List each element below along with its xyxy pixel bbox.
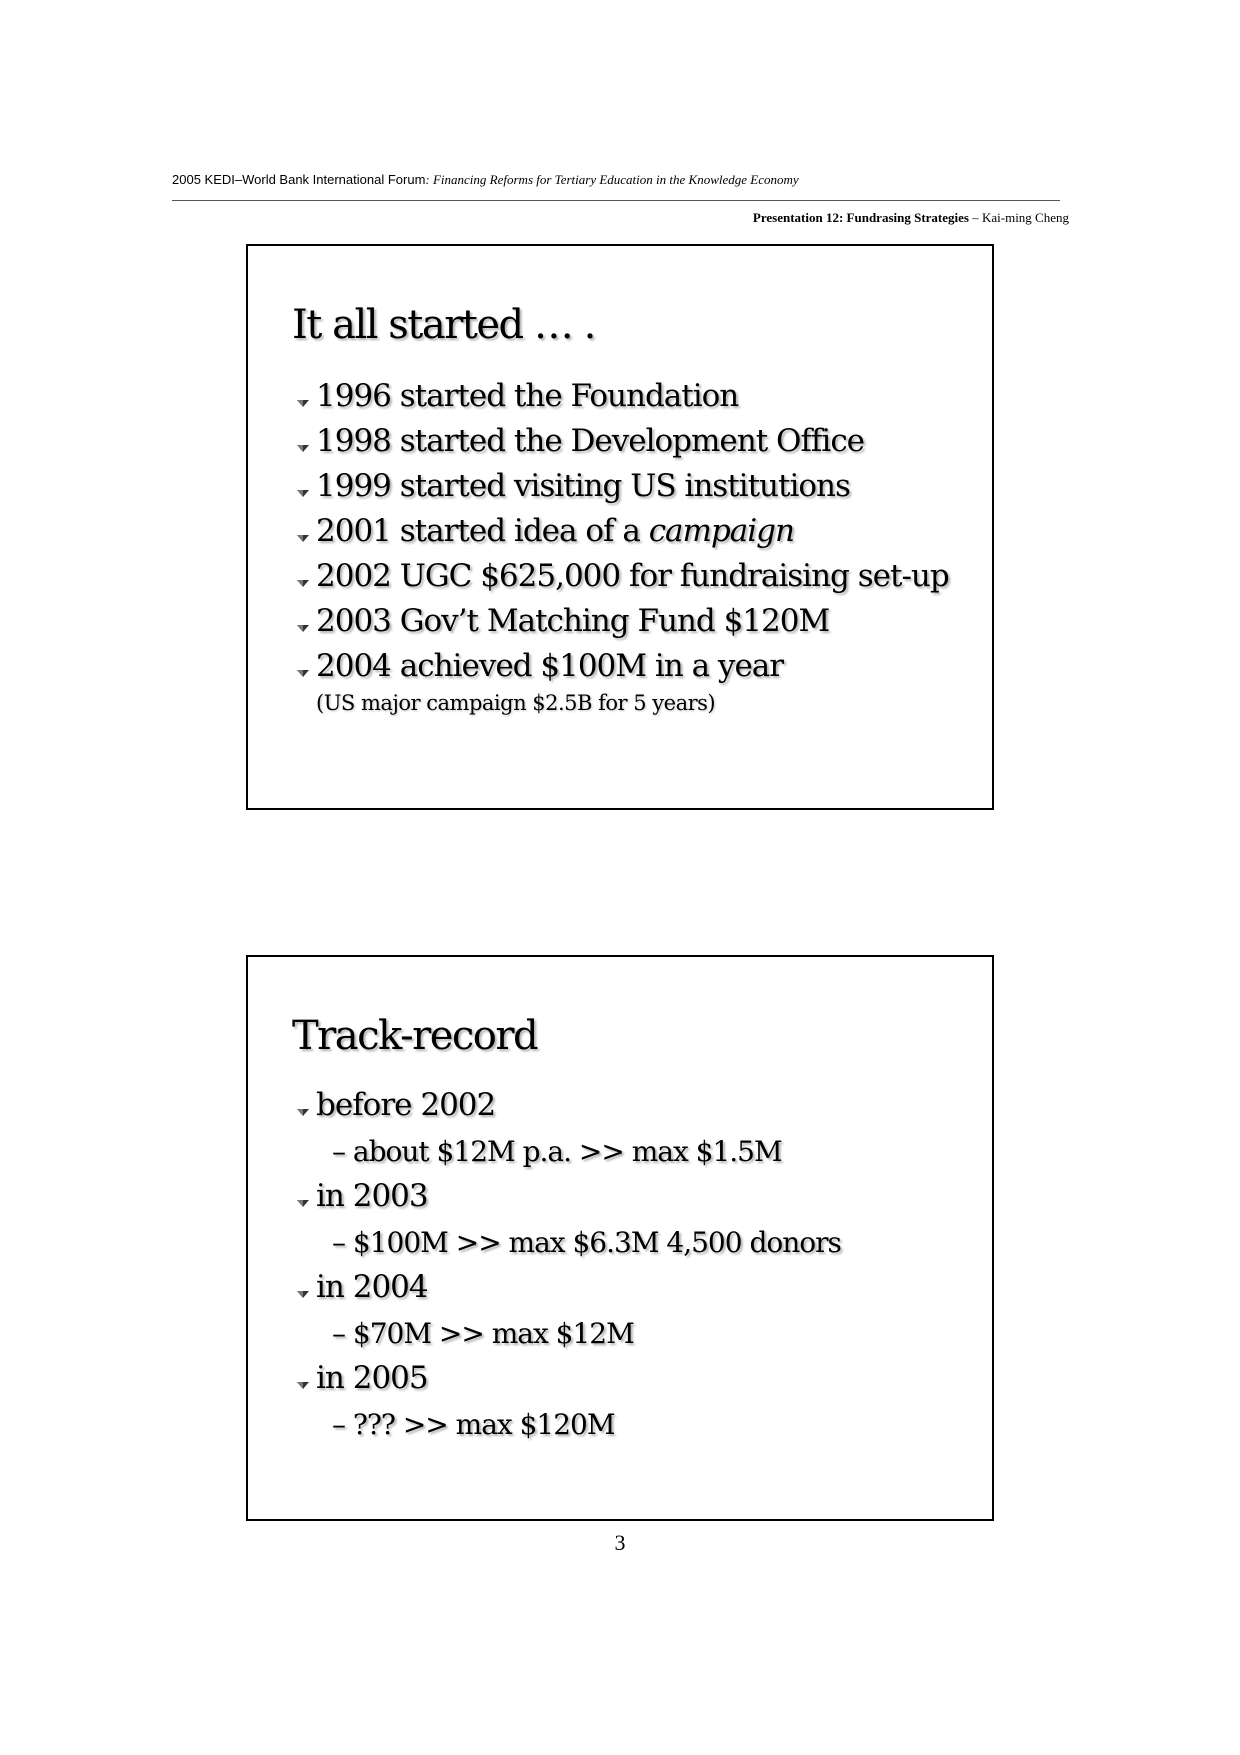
arrow-bullet-icon xyxy=(296,1380,310,1390)
slide-it-all-started xyxy=(246,244,994,810)
list-item-text: 2001 started idea of a xyxy=(316,513,649,549)
slide-title: It all started … . xyxy=(292,302,595,348)
presentation-header xyxy=(753,210,1069,226)
list-item-text: 2004 achieved $100M in a year xyxy=(316,648,784,684)
list-item xyxy=(296,1083,841,1128)
arrow-bullet-icon xyxy=(296,623,310,633)
bullet-list xyxy=(296,374,949,717)
presentation-label: Presentation 12: Fundrasing Strategies xyxy=(752,210,969,225)
list-item xyxy=(296,599,949,644)
list-item xyxy=(296,509,949,554)
list-item-text: 1998 started the Development Office xyxy=(316,423,865,459)
forum-subtitle: : Financing Reforms for Tertiary Education in the Knowledge Economy xyxy=(425,172,799,187)
list-item xyxy=(296,1174,841,1219)
arrow-bullet-icon xyxy=(296,668,310,678)
arrow-bullet-icon xyxy=(296,488,310,498)
forum-label: 2005 KEDI–World Bank International Forum xyxy=(172,172,426,187)
arrow-bullet-icon xyxy=(296,398,310,408)
list-item-text: 1999 started visiting US institutions xyxy=(316,468,850,504)
arrow-bullet-icon xyxy=(296,533,310,543)
list-item xyxy=(296,1356,841,1401)
page-number: 3 xyxy=(614,1530,626,1555)
list-item xyxy=(296,374,949,419)
list-item xyxy=(296,644,949,689)
list-item xyxy=(296,1265,841,1310)
list-item-text: 2003 Gov’t Matching Fund $120M xyxy=(316,603,830,639)
list-item xyxy=(296,419,949,464)
list-item-text: in 2005 xyxy=(316,1360,428,1396)
arrow-bullet-icon xyxy=(296,1198,310,1208)
arrow-bullet-icon xyxy=(296,443,310,453)
footnote: (US major campaign $2.5B for 5 years) xyxy=(316,691,716,715)
sub-item: – ??? >> max $120M xyxy=(332,1408,615,1441)
bullet-list xyxy=(296,1083,841,1447)
sub-item: – $70M >> max $12M xyxy=(332,1317,634,1350)
list-item xyxy=(296,464,949,509)
sub-item: – $100M >> max $6.3M 4,500 donors xyxy=(332,1226,841,1259)
slide-track-record xyxy=(246,955,994,1521)
list-item-text: in 2003 xyxy=(316,1178,428,1214)
list-item xyxy=(296,554,949,599)
sub-item: – about $12M p.a. >> max $1.5M xyxy=(332,1135,782,1168)
arrow-bullet-icon xyxy=(296,1107,310,1117)
arrow-bullet-icon xyxy=(296,1289,310,1299)
campaign-word: campaign xyxy=(648,513,794,549)
document-header xyxy=(172,172,799,188)
list-item-text: 1996 started the Foundation xyxy=(316,378,739,414)
header-separator: – xyxy=(968,210,982,225)
slide-title: Track-record xyxy=(292,1013,538,1059)
list-item-text: 2002 UGC $625,000 for fundraising set-up xyxy=(316,558,949,594)
list-item-text: in 2004 xyxy=(316,1269,428,1305)
list-item-text: before 2002 xyxy=(316,1087,496,1123)
header-divider xyxy=(172,200,1060,201)
author-name: Kai-ming Cheng xyxy=(981,210,1069,225)
arrow-bullet-icon xyxy=(296,578,310,588)
